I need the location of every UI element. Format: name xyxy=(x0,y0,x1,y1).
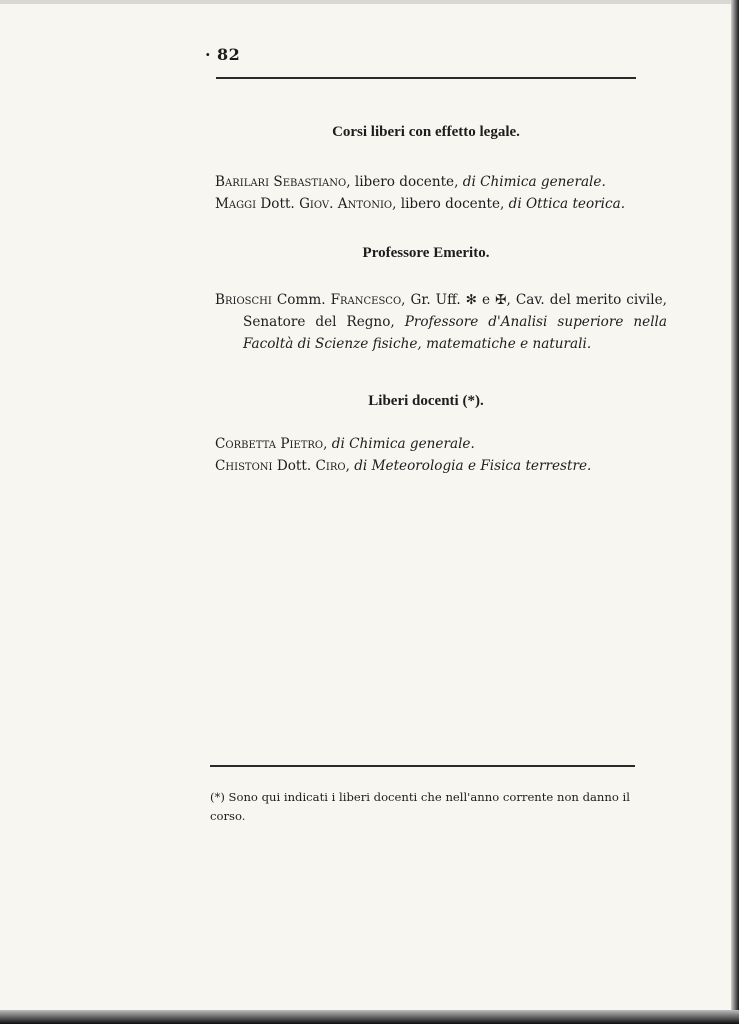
entry-title: Dott. xyxy=(272,458,316,474)
entry-text: , xyxy=(345,458,355,474)
entry-surname: Maggi xyxy=(215,196,257,212)
entry-surname: Brioschi xyxy=(215,292,272,308)
entry-brioschi xyxy=(215,289,667,355)
entry-maggi xyxy=(215,193,667,215)
footnote-rule xyxy=(210,765,635,767)
header-rule xyxy=(216,77,636,79)
entry-text: , libero docente, xyxy=(346,174,463,190)
section-heading-liberi-docenti: Liberi docenti (*). xyxy=(368,393,484,409)
entry-chistoni xyxy=(215,455,667,477)
footnote xyxy=(210,788,636,826)
section-heading-corsi-liberi: Corsi liberi con effetto legale. xyxy=(332,124,520,140)
entry-given-name: Pietro xyxy=(280,436,324,452)
section-heading-professore-emerito: Professore Emerito. xyxy=(362,245,490,261)
entry-subject: di Ottica teorica. xyxy=(508,196,626,212)
page-edge-top xyxy=(0,0,739,4)
entry-given-name: Ciro xyxy=(315,458,346,474)
page-edge-bottom xyxy=(0,1010,739,1024)
entry-given-name: Giov. Antonio xyxy=(299,196,393,212)
entry-subject: di Meteorologia e Fisica terrestre. xyxy=(354,458,592,474)
entry-text: , libero docente, xyxy=(392,196,509,212)
page-number: · 82 xyxy=(217,45,240,64)
entry-title: Dott. xyxy=(256,196,300,212)
page-edge-right xyxy=(731,0,739,1024)
entry-subject: di Chimica generale. xyxy=(331,436,475,452)
footnote-text: Sono qui indicati i liberi docenti che nell'anno corrente non danno il corso. xyxy=(210,790,630,823)
entry-corbetta xyxy=(215,433,667,455)
entry-subject: di Chimica generale. xyxy=(462,174,606,190)
entry-given-name: Francesco xyxy=(330,292,402,308)
entry-text: , xyxy=(323,436,332,452)
entry-barilari xyxy=(215,171,667,193)
entry-surname: Barilari xyxy=(215,174,270,190)
entry-surname: Corbetta xyxy=(215,436,276,452)
entry-given-name: Sebastiano xyxy=(273,174,347,190)
entry-title: Comm. xyxy=(271,292,331,308)
entry-subject: Professore d'Analisi superiore nella Facoltà di Scienze fisiche, matematiche e naturali. xyxy=(243,314,667,352)
footnote-marker: (*) xyxy=(210,790,225,804)
entry-text: , Gr. Uff. ✻ e ✠, Cav. del merito civile, Senatore del Regno, xyxy=(243,292,667,330)
entry-surname: Chistoni xyxy=(215,458,273,474)
